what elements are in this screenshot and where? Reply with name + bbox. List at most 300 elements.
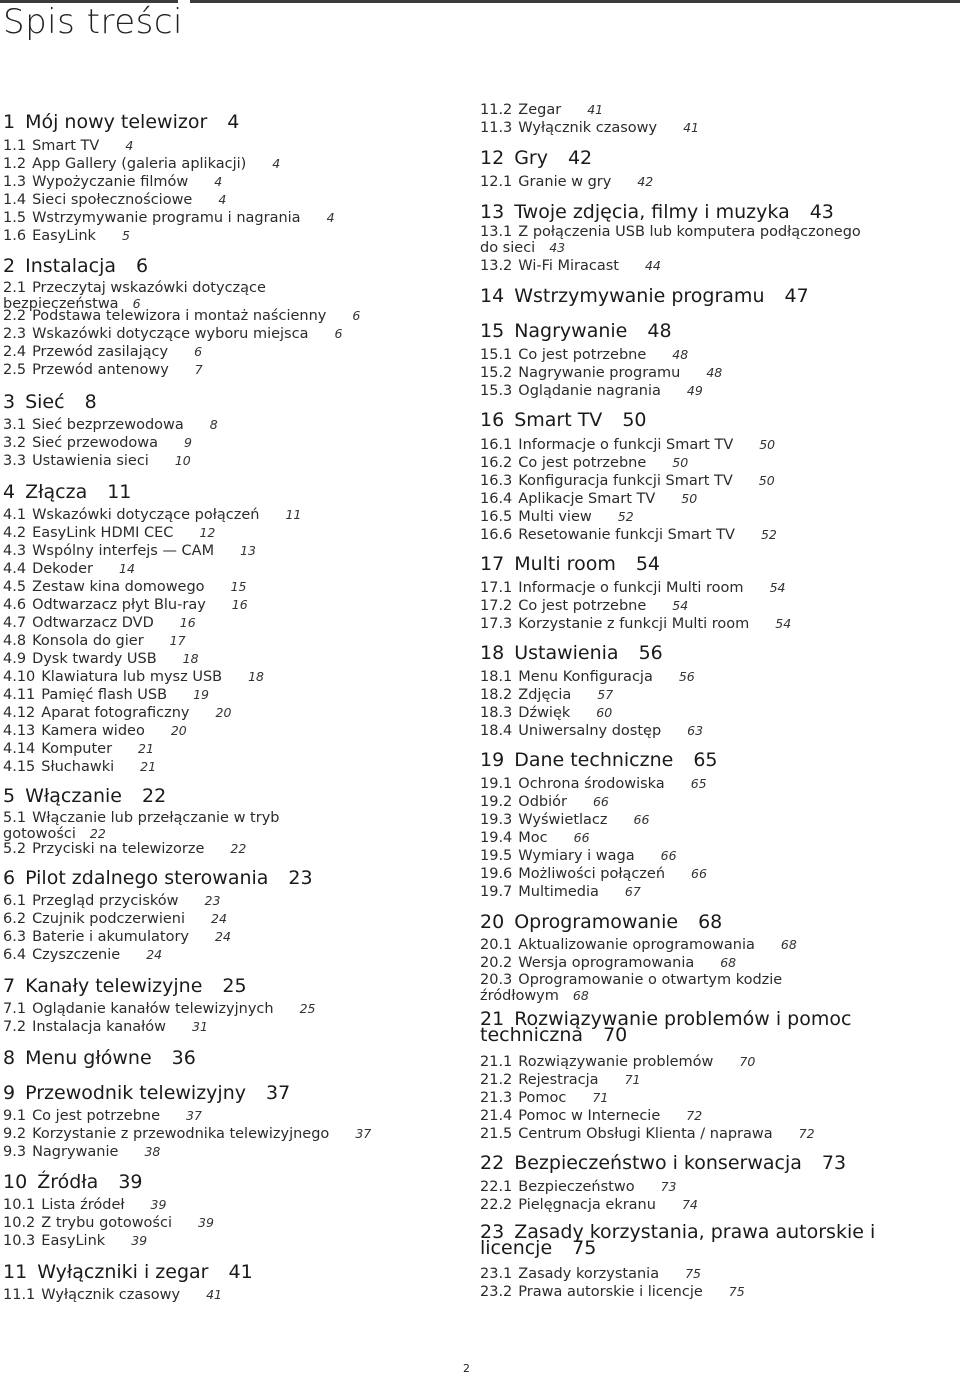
toc-page-number: 67 (624, 884, 641, 899)
toc-section[interactable] (3, 391, 97, 413)
toc-subsection[interactable] (3, 579, 246, 595)
toc-page-number: 6 (132, 296, 141, 311)
toc-subsection[interactable] (3, 453, 191, 469)
toc-subsection[interactable] (3, 1215, 214, 1231)
toc-subsection[interactable] (3, 759, 156, 775)
toc-page-number: 43 (549, 240, 566, 255)
toc-section[interactable] (3, 1171, 143, 1193)
toc-number: 23.2 (480, 1284, 513, 1300)
toc-number: 4.10 (3, 669, 36, 685)
toc-subsection[interactable] (3, 651, 199, 667)
toc-subsection[interactable] (480, 455, 688, 471)
toc-section[interactable] (3, 1261, 253, 1283)
toc-page-number: 36 (171, 1047, 196, 1069)
toc-title: Wypożyczanie filmów (32, 174, 189, 190)
toc-section[interactable] (3, 867, 313, 889)
toc-page-number: 60 (596, 705, 613, 720)
toc-number: 2.3 (3, 326, 27, 342)
toc-subsection[interactable] (480, 1266, 701, 1282)
toc-page-number: 68 (698, 911, 723, 933)
toc-section[interactable] (3, 1047, 196, 1069)
toc-number: 13 (480, 201, 505, 223)
toc-subsection[interactable] (480, 794, 609, 810)
toc-title: Smart TV (32, 138, 100, 154)
toc-title: Menu Konfiguracja (518, 669, 653, 685)
toc-page-number: 39 (118, 1171, 143, 1193)
toc-number: 14 (480, 285, 505, 307)
toc-section[interactable] (3, 255, 148, 277)
toc-page-number: 6 (194, 344, 203, 359)
toc-number: 10.1 (3, 1197, 36, 1213)
toc-subsection[interactable] (480, 580, 785, 596)
toc-page-number: 44 (644, 258, 661, 273)
toc-page-number: 6 (334, 326, 343, 341)
toc-subsection[interactable] (3, 543, 256, 559)
toc-title: Źródła (37, 1171, 99, 1193)
toc-section[interactable] (480, 320, 672, 342)
toc-title: Ustawienia sieci (32, 453, 149, 469)
toc-section[interactable] (480, 285, 809, 307)
toc-section[interactable] (3, 481, 131, 503)
toc-number: 1.5 (3, 210, 27, 226)
toc-title: EasyLink (41, 1233, 106, 1249)
toc-number: 21.4 (480, 1108, 513, 1124)
toc-title: Rozwiązywanie problemów (518, 1054, 714, 1070)
toc-number: 17.3 (480, 616, 513, 632)
toc-page-number: 54 (635, 553, 661, 575)
toc-title: Rejestracja (518, 1072, 599, 1088)
toc-subsection[interactable] (3, 174, 222, 190)
toc-title: Dekoder (32, 561, 93, 577)
toc-title: Gry (514, 147, 548, 169)
toc-title: Zegar (518, 102, 562, 118)
toc-title: Nagrywanie (32, 1144, 119, 1160)
toc-page-number: 7 (194, 362, 203, 377)
toc-number: 15 (480, 320, 505, 342)
toc-subsection[interactable] (480, 955, 736, 971)
toc-subsection[interactable] (480, 973, 880, 1004)
toc-subsection[interactable] (3, 525, 215, 541)
toc-subsection[interactable] (480, 884, 641, 900)
toc-number: 18 (480, 642, 505, 664)
toc-page-number: 41 (683, 120, 700, 135)
toc-subsection[interactable] (480, 1284, 745, 1300)
toc-title: Złącza (25, 481, 88, 503)
toc-title: Sieć bezprzewodowa (32, 417, 184, 433)
toc-subsection[interactable] (480, 437, 775, 453)
toc-subsection[interactable] (3, 308, 360, 324)
toc-title: Sieć przewodowa (32, 435, 159, 451)
toc-subsection[interactable] (480, 1072, 640, 1088)
toc-page-number: 49 (686, 383, 703, 398)
toc-page-number: 12 (199, 525, 216, 540)
toc-number: 4.3 (3, 543, 27, 559)
toc-number: 20 (480, 911, 505, 933)
toc-section[interactable] (480, 147, 592, 169)
toc-number: 12.1 (480, 174, 513, 190)
toc-page-number: 37 (355, 1126, 372, 1141)
toc-page-number: 17 (169, 633, 186, 648)
toc-subsection[interactable] (3, 841, 246, 857)
toc-number: 20.2 (480, 955, 513, 971)
toc-section[interactable] (480, 1221, 880, 1259)
toc-number: 19 (480, 749, 505, 771)
toc-number: 17.2 (480, 598, 513, 614)
toc-page-number: 10 (174, 453, 191, 468)
toc-number: 9.2 (3, 1126, 27, 1142)
toc-title: Ustawienia (514, 642, 619, 664)
toc-subsection[interactable] (3, 723, 187, 739)
toc-subsection[interactable] (3, 1144, 160, 1160)
toc-page-number: 73 (821, 1152, 847, 1174)
toc-number: 19.7 (480, 884, 513, 900)
toc-number: 4.11 (3, 687, 36, 703)
toc-page-number: 37 (266, 1082, 291, 1104)
toc-number: 4.12 (3, 705, 36, 721)
toc-subsection[interactable] (480, 866, 707, 882)
toc-subsection[interactable] (480, 1126, 815, 1142)
toc-subsection[interactable] (480, 776, 707, 792)
toc-title: Menu główne (25, 1047, 152, 1069)
toc-subsection[interactable] (3, 669, 264, 685)
toc-number: 15.2 (480, 365, 513, 381)
toc-page-number: 66 (573, 830, 590, 845)
toc-number: 21.2 (480, 1072, 513, 1088)
toc-page-number: 65 (693, 749, 718, 771)
toc-number: 19.5 (480, 848, 513, 864)
toc-title: Komputer (41, 741, 113, 757)
toc-number: 7.1 (3, 1001, 27, 1017)
toc-number: 22 (480, 1152, 505, 1174)
toc-subsection[interactable] (3, 705, 231, 721)
toc-number: 7 (3, 975, 16, 997)
toc-subsection[interactable] (480, 1108, 702, 1124)
toc-title: Multi room (514, 553, 616, 575)
toc-title: Pilot zdalnego sterowania (25, 867, 269, 889)
toc-page-number: 24 (211, 911, 227, 926)
toc-number: 5.2 (3, 841, 27, 857)
toc-page-number: 39 (198, 1215, 214, 1230)
toc-page-number: 70 (603, 1024, 628, 1046)
toc-title: Wstrzymywanie programu i nagrania (32, 210, 301, 226)
toc-section[interactable] (480, 749, 718, 771)
toc-title: Przewodnik telewizyjny (25, 1082, 246, 1104)
toc-page-number: 13 (240, 543, 257, 558)
toc-page-number: 31 (192, 1019, 208, 1034)
toc-number: 1.6 (3, 228, 27, 244)
toc-subsection[interactable] (3, 362, 203, 378)
toc-number: 13.1 (480, 224, 513, 240)
toc-subsection[interactable] (3, 893, 220, 909)
toc-page-number: 37 (186, 1108, 202, 1123)
toc-title: Przyciski na telewizorze (32, 841, 205, 857)
toc-title: Oglądanie nagrania (518, 383, 661, 399)
toc-page-number: 52 (617, 509, 634, 524)
toc-number: 5.1 (3, 810, 27, 826)
toc-page-number: 68 (720, 955, 737, 970)
toc-subsection[interactable] (3, 947, 162, 963)
toc-title: Co jest potrzebne (518, 347, 647, 363)
toc-number: 16.2 (480, 455, 513, 471)
toc-subsection[interactable] (480, 509, 634, 525)
toc-title: Oprogramowanie (514, 911, 679, 933)
toc-section[interactable] (480, 1008, 880, 1046)
toc-title: Pomoc w Internecie (518, 1108, 661, 1124)
toc-subsection[interactable] (480, 102, 603, 118)
toc-title: Pielęgnacja ekranu (518, 1197, 656, 1213)
toc-subsection[interactable] (3, 1233, 147, 1249)
toc-number: 16.5 (480, 509, 513, 525)
toc-section[interactable] (480, 409, 647, 431)
toc-number: 21.1 (480, 1054, 513, 1070)
toc-page-number: 66 (592, 794, 609, 809)
toc-number: 4 (3, 481, 16, 503)
toc-subsection[interactable] (3, 344, 202, 360)
toc-title: Informacje o funkcji Multi room (518, 580, 744, 596)
toc-subsection[interactable] (3, 687, 209, 703)
toc-page-number: 5 (121, 228, 130, 243)
toc-number: 23.1 (480, 1266, 513, 1282)
toc-title: Zestaw kina domowego (32, 579, 205, 595)
toc-section[interactable] (480, 553, 660, 575)
toc-subsection[interactable] (3, 1001, 316, 1017)
toc-subsection[interactable] (3, 417, 218, 433)
toc-title: Dysk twardy USB (32, 651, 157, 667)
toc-page-number: 22 (230, 841, 247, 856)
toc-title: Wi-Fi Miracast (518, 258, 619, 274)
toc-subsection[interactable] (3, 811, 383, 842)
toc-title: Możliwości połączeń (518, 866, 666, 882)
toc-page-number: 68 (780, 937, 797, 952)
toc-title: Wskazówki dotyczące wyboru miejsca (32, 326, 309, 342)
toc-section[interactable] (480, 1152, 846, 1174)
toc-page-number: 68 (572, 988, 589, 1003)
toc-number: 18.4 (480, 723, 513, 739)
toc-number: 4.14 (3, 741, 36, 757)
toc-title: App Gallery (galeria aplikacji) (32, 156, 247, 172)
toc-title: Dane techniczne (514, 749, 674, 771)
toc-page-number: 38 (144, 1144, 161, 1159)
toc-section[interactable] (3, 785, 166, 807)
toc-page-number: 54 (769, 580, 786, 595)
toc-subsection[interactable] (480, 669, 695, 685)
toc-subsection[interactable] (480, 120, 699, 136)
toc-subsection[interactable] (480, 1054, 755, 1070)
toc-title: Nagrywanie (514, 320, 628, 342)
toc-subsection[interactable] (480, 383, 703, 399)
toc-subsection[interactable] (480, 1197, 698, 1213)
toc-number: 9 (3, 1082, 16, 1104)
toc-section[interactable] (480, 642, 663, 664)
toc-subsection[interactable] (480, 705, 612, 721)
toc-number: 20.1 (480, 937, 513, 953)
toc-page-number: 48 (706, 365, 723, 380)
toc-title: Wyświetlacz (518, 812, 608, 828)
toc-number: 21.3 (480, 1090, 513, 1106)
toc-page-number: 8 (209, 417, 218, 432)
toc-title: Wstrzymywanie programu (514, 285, 765, 307)
toc-subsection[interactable] (480, 365, 722, 381)
toc-number: 22.2 (480, 1197, 513, 1213)
toc-title: Sieć (25, 391, 65, 413)
toc-page-number: 72 (686, 1108, 703, 1123)
toc-number: 1.4 (3, 192, 27, 208)
toc-subsection[interactable] (3, 1197, 166, 1213)
page-title: Spis treści (3, 2, 183, 42)
toc-subsection[interactable] (3, 741, 154, 757)
toc-title: Czujnik podczerwieni (32, 911, 186, 927)
toc-subsection[interactable] (480, 723, 703, 739)
toc-number: 11.3 (480, 120, 513, 136)
toc-page-number: 66 (660, 848, 677, 863)
toc-subsection[interactable] (480, 812, 649, 828)
toc-subsection[interactable] (3, 615, 196, 631)
toc-subsection[interactable] (480, 937, 797, 953)
toc-number: 2.1 (3, 280, 27, 296)
toc-number: 10.2 (3, 1215, 36, 1231)
toc-number: 21.5 (480, 1126, 513, 1142)
toc-subsection[interactable] (3, 1126, 371, 1142)
toc-page-number: 23 (204, 893, 221, 908)
toc-subsection[interactable] (480, 830, 590, 846)
toc-title: Aktualizowanie oprogramowania (518, 937, 755, 953)
toc-number: 22.1 (480, 1179, 513, 1195)
toc-number: 3.3 (3, 453, 27, 469)
toc-page-number: 47 (784, 285, 809, 307)
toc-title: Sieci społecznościowe (32, 192, 193, 208)
toc-subsection[interactable] (3, 561, 135, 577)
toc-title: Smart TV (514, 409, 603, 431)
toc-subsection[interactable] (3, 138, 133, 154)
toc-title: Dźwięk (518, 705, 571, 721)
toc-title: Uniwersalny dostęp (518, 723, 662, 739)
toc-title: Wersja oprogramowania (518, 955, 695, 971)
toc-subsection[interactable] (3, 597, 248, 613)
toc-subsection[interactable] (480, 848, 677, 864)
toc-page-number: 63 (687, 723, 704, 738)
toc-subsection[interactable] (3, 210, 335, 226)
toc-title: Przeczytaj wskazówki dotyczące bezpieczeństwa (3, 280, 266, 312)
toc-subsection[interactable] (480, 687, 613, 703)
toc-title: Wymiary i waga (518, 848, 635, 864)
toc-subsection[interactable] (3, 435, 192, 451)
toc-number: 4.2 (3, 525, 27, 541)
toc-page-number: 56 (678, 669, 695, 684)
toc-page-number: 4 (227, 111, 240, 133)
toc-number: 6 (3, 867, 16, 889)
toc-number: 2 (3, 255, 16, 277)
toc-title: Odtwarzacz płyt Blu-ray (32, 597, 206, 613)
toc-subsection[interactable] (3, 911, 227, 927)
toc-page-number: 4 (218, 192, 227, 207)
toc-number: 20.3 (480, 972, 513, 988)
toc-number: 11.2 (480, 102, 513, 118)
toc-number: 10 (3, 1171, 28, 1193)
toc-subsection[interactable] (3, 1108, 202, 1124)
toc-number: 19.2 (480, 794, 513, 810)
toc-subsection[interactable] (3, 228, 130, 244)
toc-section[interactable] (3, 1082, 290, 1104)
toc-title: Instalacja (25, 255, 117, 277)
toc-subsection[interactable] (3, 1019, 208, 1035)
toc-page-number: 43 (809, 201, 834, 223)
toc-number: 17 (480, 553, 505, 575)
toc-subsection[interactable] (3, 192, 226, 208)
toc-title: Podstawa telewizora i montaż naścienny (32, 308, 327, 324)
toc-subsection[interactable] (3, 326, 342, 342)
toc-subsection[interactable] (3, 507, 301, 523)
toc-page-number: 66 (633, 812, 650, 827)
toc-page-number: 18 (182, 651, 199, 666)
toc-page-number: 11 (285, 507, 302, 522)
toc-subsection[interactable] (480, 174, 653, 190)
toc-title: Wspólny interfejs — CAM (32, 543, 215, 559)
toc-subsection[interactable] (480, 527, 777, 543)
toc-page-number: 41 (587, 102, 604, 117)
toc-page-number: 9 (184, 435, 192, 450)
toc-subsection[interactable] (3, 633, 186, 649)
toc-title: Aparat fotograficzny (41, 705, 190, 721)
toc-section[interactable] (480, 201, 834, 223)
toc-section[interactable] (3, 111, 239, 133)
toc-section[interactable] (3, 975, 247, 997)
toc-subsection[interactable] (3, 1287, 222, 1303)
toc-title: Granie w gry (518, 174, 612, 190)
toc-number: 23 (480, 1221, 505, 1243)
toc-subsection[interactable] (3, 156, 280, 172)
toc-subsection[interactable] (480, 473, 775, 489)
toc-section[interactable] (480, 911, 722, 933)
toc-subsection[interactable] (480, 598, 688, 614)
toc-subsection[interactable] (3, 929, 231, 945)
toc-title: Baterie i akumulatory (32, 929, 190, 945)
toc-number: 2.4 (3, 344, 27, 360)
toc-subsection[interactable] (480, 1179, 677, 1195)
toc-subsection[interactable] (480, 491, 697, 507)
toc-subsection[interactable] (480, 616, 791, 632)
toc-page-number: 66 (691, 866, 707, 881)
toc-title: Wskazówki dotyczące połączeń (32, 507, 260, 523)
toc-number: 15.3 (480, 383, 513, 399)
toc-title: Kamera wideo (41, 723, 145, 739)
toc-title: Konsola do gier (32, 633, 144, 649)
toc-title: Nagrywanie programu (518, 365, 681, 381)
toc-page-number: 21 (140, 759, 157, 774)
toc-subsection[interactable] (480, 347, 688, 363)
toc-title: Pamięć flash USB (41, 687, 168, 703)
toc-number: 2.2 (3, 308, 27, 324)
toc-title: Z trybu gotowości (41, 1215, 172, 1231)
toc-title: Multimedia (518, 884, 599, 900)
toc-page-number: 20 (170, 723, 187, 738)
toc-number: 11 (3, 1261, 28, 1283)
toc-number: 6.2 (3, 911, 27, 927)
toc-number: 9.3 (3, 1144, 27, 1160)
toc-subsection[interactable] (480, 1090, 608, 1106)
toc-page-number: 21 (138, 741, 154, 756)
toc-number: 16 (480, 409, 505, 431)
toc-title: Centrum Obsługi Klienta / naprawa (518, 1126, 773, 1142)
toc-subsection[interactable] (480, 225, 880, 256)
toc-number: 7.2 (3, 1019, 27, 1035)
toc-title: Co jest potrzebne (518, 598, 647, 614)
toc-title: Ochrona środowiska (518, 776, 665, 792)
toc-page-number: 39 (131, 1233, 148, 1248)
toc-number: 17.1 (480, 580, 513, 596)
toc-page-number: 16 (231, 597, 248, 612)
toc-subsection[interactable] (480, 258, 661, 274)
toc-number: 4.5 (3, 579, 27, 595)
